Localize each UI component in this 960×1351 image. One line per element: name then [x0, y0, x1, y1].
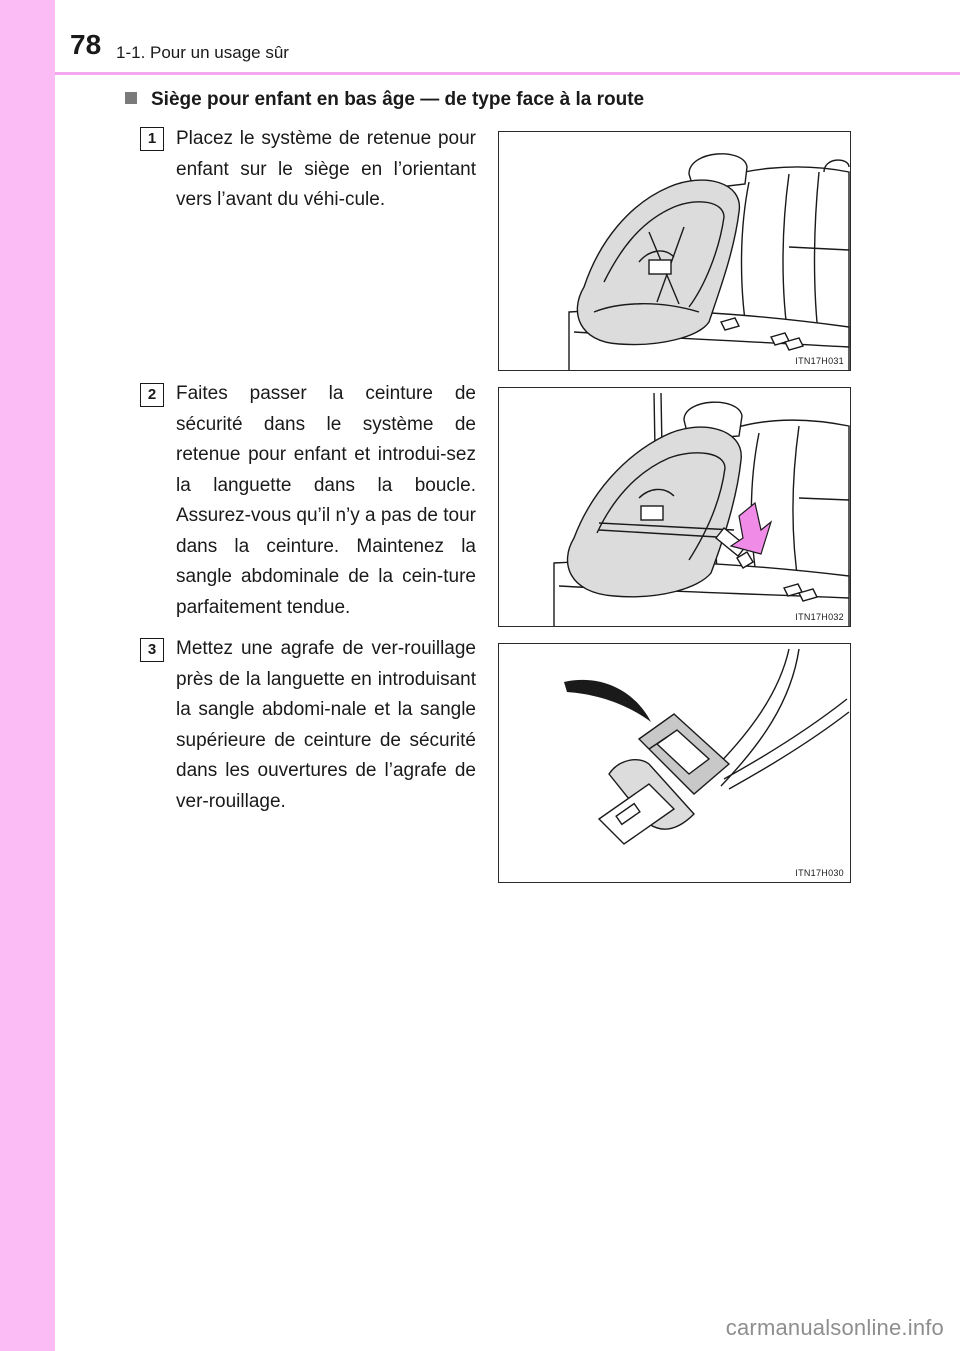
header-divider — [55, 72, 960, 75]
step-number-3: 3 — [140, 638, 164, 662]
step-number-2: 2 — [140, 383, 164, 407]
step-text-3: Mettez une agrafe de ver-rouillage près de la languette en introduisant la sangle abdomi-nale et la sangle supérieure de ceinture de sécurité dans les ouvertures de l’agrafe de ver-rouillage. — [176, 638, 476, 812]
figure-code-1: ITN17H031 — [795, 356, 844, 366]
figure-locking-clip — [498, 643, 851, 883]
step-text-1: Placez le système de retenue pour enfant sur le siège en l’orientant vers l’avant du véhi-cule. — [176, 128, 476, 210]
figure-child-seat-placed — [498, 131, 851, 371]
locking-clip-illustration — [499, 644, 851, 883]
figure-code-3: ITN17H030 — [795, 868, 844, 878]
section-title: 1-1. Pour un usage sûr — [116, 43, 289, 62]
figure-belt-threaded — [498, 387, 851, 627]
step-number-1: 1 — [140, 127, 164, 151]
page-number: 78 — [70, 29, 102, 60]
square-bullet-icon — [125, 92, 137, 104]
belt-threading-illustration — [499, 388, 851, 627]
page-header — [0, 0, 960, 80]
watermark: carmanualsonline.info — [725, 1315, 944, 1340]
side-color-band — [0, 0, 55, 1351]
section-heading-text: Siège pour enfant en bas âge — de type face à la route — [151, 89, 645, 110]
pointer-arrow-icon — [564, 680, 651, 722]
section-heading — [125, 89, 925, 111]
figure-code-2: ITN17H032 — [795, 612, 844, 622]
car-seat-illustration — [499, 132, 851, 371]
step-text-2: Faites passer la ceinture de sécurité dans le système de retenue pour enfant et introdui-sez la languette dans la boucle. Assurez-vous qu’il n’y a pas de tour dans la ceinture. Maintenez la sangle abdominale de la cein-ture parfaitement tendue. — [176, 383, 476, 618]
